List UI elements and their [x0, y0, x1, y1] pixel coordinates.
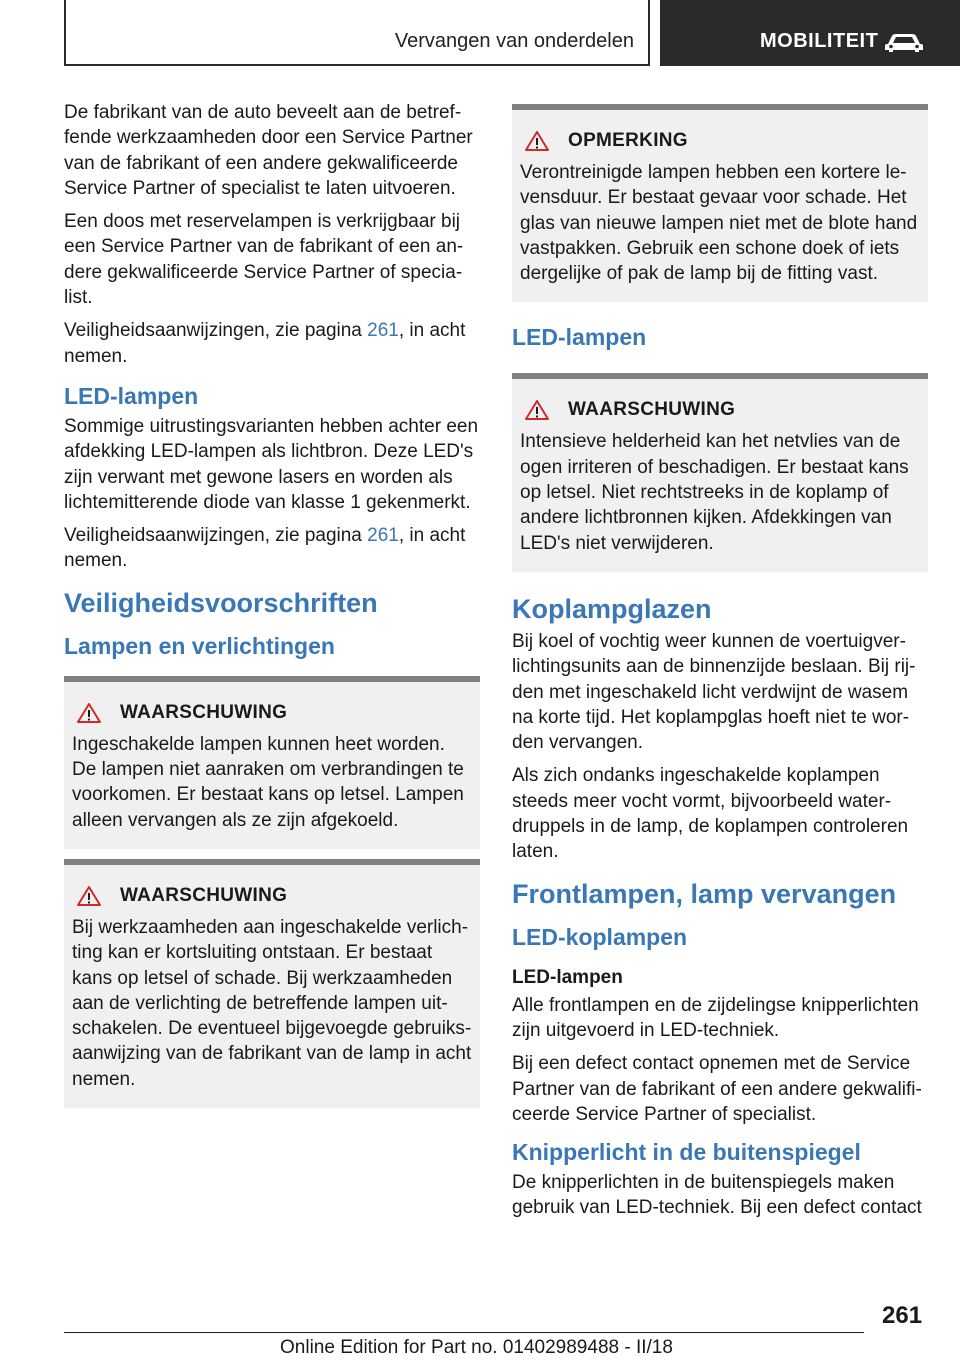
heading-led-lampen: LED-lampen: [512, 324, 647, 351]
header-section-title: Vervangen van onderdelen: [394, 30, 634, 52]
page-number: 261: [882, 1302, 923, 1329]
paragraph: De knipperlichten in de buitenspiegels maken gebruik van LED-techniek. Bij een defect contact: [512, 1172, 922, 1219]
note-text: Verontreinigde lampen hebben een kortere levensduur. Er bestaat gevaar voor schade. Het glas van nieuwe lampen niet met de blote hand vastpakken. Gebruik een schone doek of iets dergelijke of pak de lamp bij de fitting vast.: [520, 162, 918, 285]
paragraph: Bij een defect contact opnemen met de Service Partner van de fabrikant of een andere gekwalificeerde Service Partner of specialist.: [512, 1053, 922, 1125]
note-title: OPMERKING: [568, 130, 688, 151]
warning-title: WAARSCHUWING: [120, 884, 288, 906]
warning-text: Bij werkzaamheden aan ingeschakelde verlichting kan er kortsluiting ontstaan. Er bestaat kans op letsel of schade. Bij werkzaamheden aan de verlichting de betreffende lampen uitschakelen. De eventueel bijgevoegde gebruiksaanwijzing van de fabrikant van de lamp in acht nemen.: [72, 916, 472, 1090]
warning-text: Ingeschakelde lampen kunnen heet worden. De lampen niet aanraken om verbrandingen te voorkomen. Er bestaat kans op letsel. Lampen alleen vervangen als ze zijn afgekoeld.: [72, 733, 464, 831]
heading-led-lampen: LED-lampen: [64, 382, 199, 409]
warning-box: [64, 676, 480, 849]
note-box: [512, 104, 928, 302]
paragraph: De fabrikant van de auto beveelt aan de betreffende werkzaamheden door een Service Partner van de fabrikant of een andere gekwalificeerde Service Partner of specialist te laten uitvoeren.: [64, 102, 473, 199]
warning-box: [512, 373, 928, 571]
page-link[interactable]: 261: [367, 525, 399, 547]
paragraph: Veiligheidsaanwijzingen, zie pagina 261, in acht nemen.: [64, 320, 466, 367]
footer-edition: Online Edition for Part no. 01402989488 - II/18: [280, 1337, 673, 1358]
car-icon: [884, 30, 924, 54]
heading-frontlampen: Frontlampen, lamp vervangen: [512, 878, 897, 909]
heading-veiligheidsvoorschriften: Veiligheidsvoorschriften: [64, 587, 378, 618]
page-link[interactable]: 261: [367, 320, 399, 342]
paragraph: Sommige uitrustingsvarianten hebben achter een afdekking LED-lampen als lichtbron. Deze LED's zijn verwant met gewone lasers en worden als lichtemitterende diode van klasse 1 gekenmerkt.: [64, 415, 479, 513]
subheading-led-lampen: LED-lampen: [512, 966, 623, 988]
warning-triangle-icon: [524, 130, 550, 152]
warning-triangle-icon: [76, 702, 102, 724]
paragraph: Bij koel of vochtig weer kunnen de voertuigverlichtingsunits aan de binnenzijde beslaan. Bij rijden met ingeschakeld licht verdwijnt de wasem na korte tijd. Het koplampglas hoeft niet te worden vervangen.: [512, 630, 916, 754]
heading-lampen-en-verlichtingen: Lampen en verlichtingen: [64, 632, 335, 659]
header-chapter-title: MOBILITEIT: [760, 30, 879, 52]
paragraph: Een doos met reservelampen is verkrijgbaar bij een Service Partner van de fabrikant of een andere gekwalificeerde Service Partner of specialist.: [64, 211, 464, 309]
left-column: [64, 100, 480, 1118]
warning-triangle-icon: [76, 885, 102, 907]
paragraph: Veiligheidsaanwijzingen, zie pagina 261, in acht nemen.: [64, 525, 466, 572]
header-section-tab: [64, 0, 650, 66]
heading-koplampglazen: Koplampglazen: [512, 593, 712, 624]
warning-box: [64, 859, 480, 1108]
paragraph: Alle frontlampen en de zijdelingse knipperlichten zijn uitgevoerd in LED-techniek.: [512, 994, 919, 1041]
warning-text: Intensieve helderheid kan het netvlies van de ogen irriteren of beschadigen. Er bestaat kans op letsel. Niet rechtstreeks in de koplamp of andere lichtbronnen kijken. Afdekkingen van LED's niet verwijderen.: [520, 431, 909, 554]
warning-triangle-icon: [524, 399, 550, 421]
footer-divider: [64, 1332, 864, 1333]
paragraph: Als zich ondanks ingeschakelde koplampen steeds meer vocht vormt, bijvoorbeeld waterdruppels in de lamp, de koplampen controleren laten.: [512, 765, 909, 863]
heading-knipperlicht: Knipperlicht in de buitenspiegel: [512, 1139, 861, 1166]
right-column: [512, 104, 928, 1229]
warning-title: WAARSCHUWING: [120, 701, 288, 723]
heading-led-koplampen: LED-koplampen: [512, 923, 688, 950]
warning-title: WAARSCHUWING: [568, 399, 736, 421]
